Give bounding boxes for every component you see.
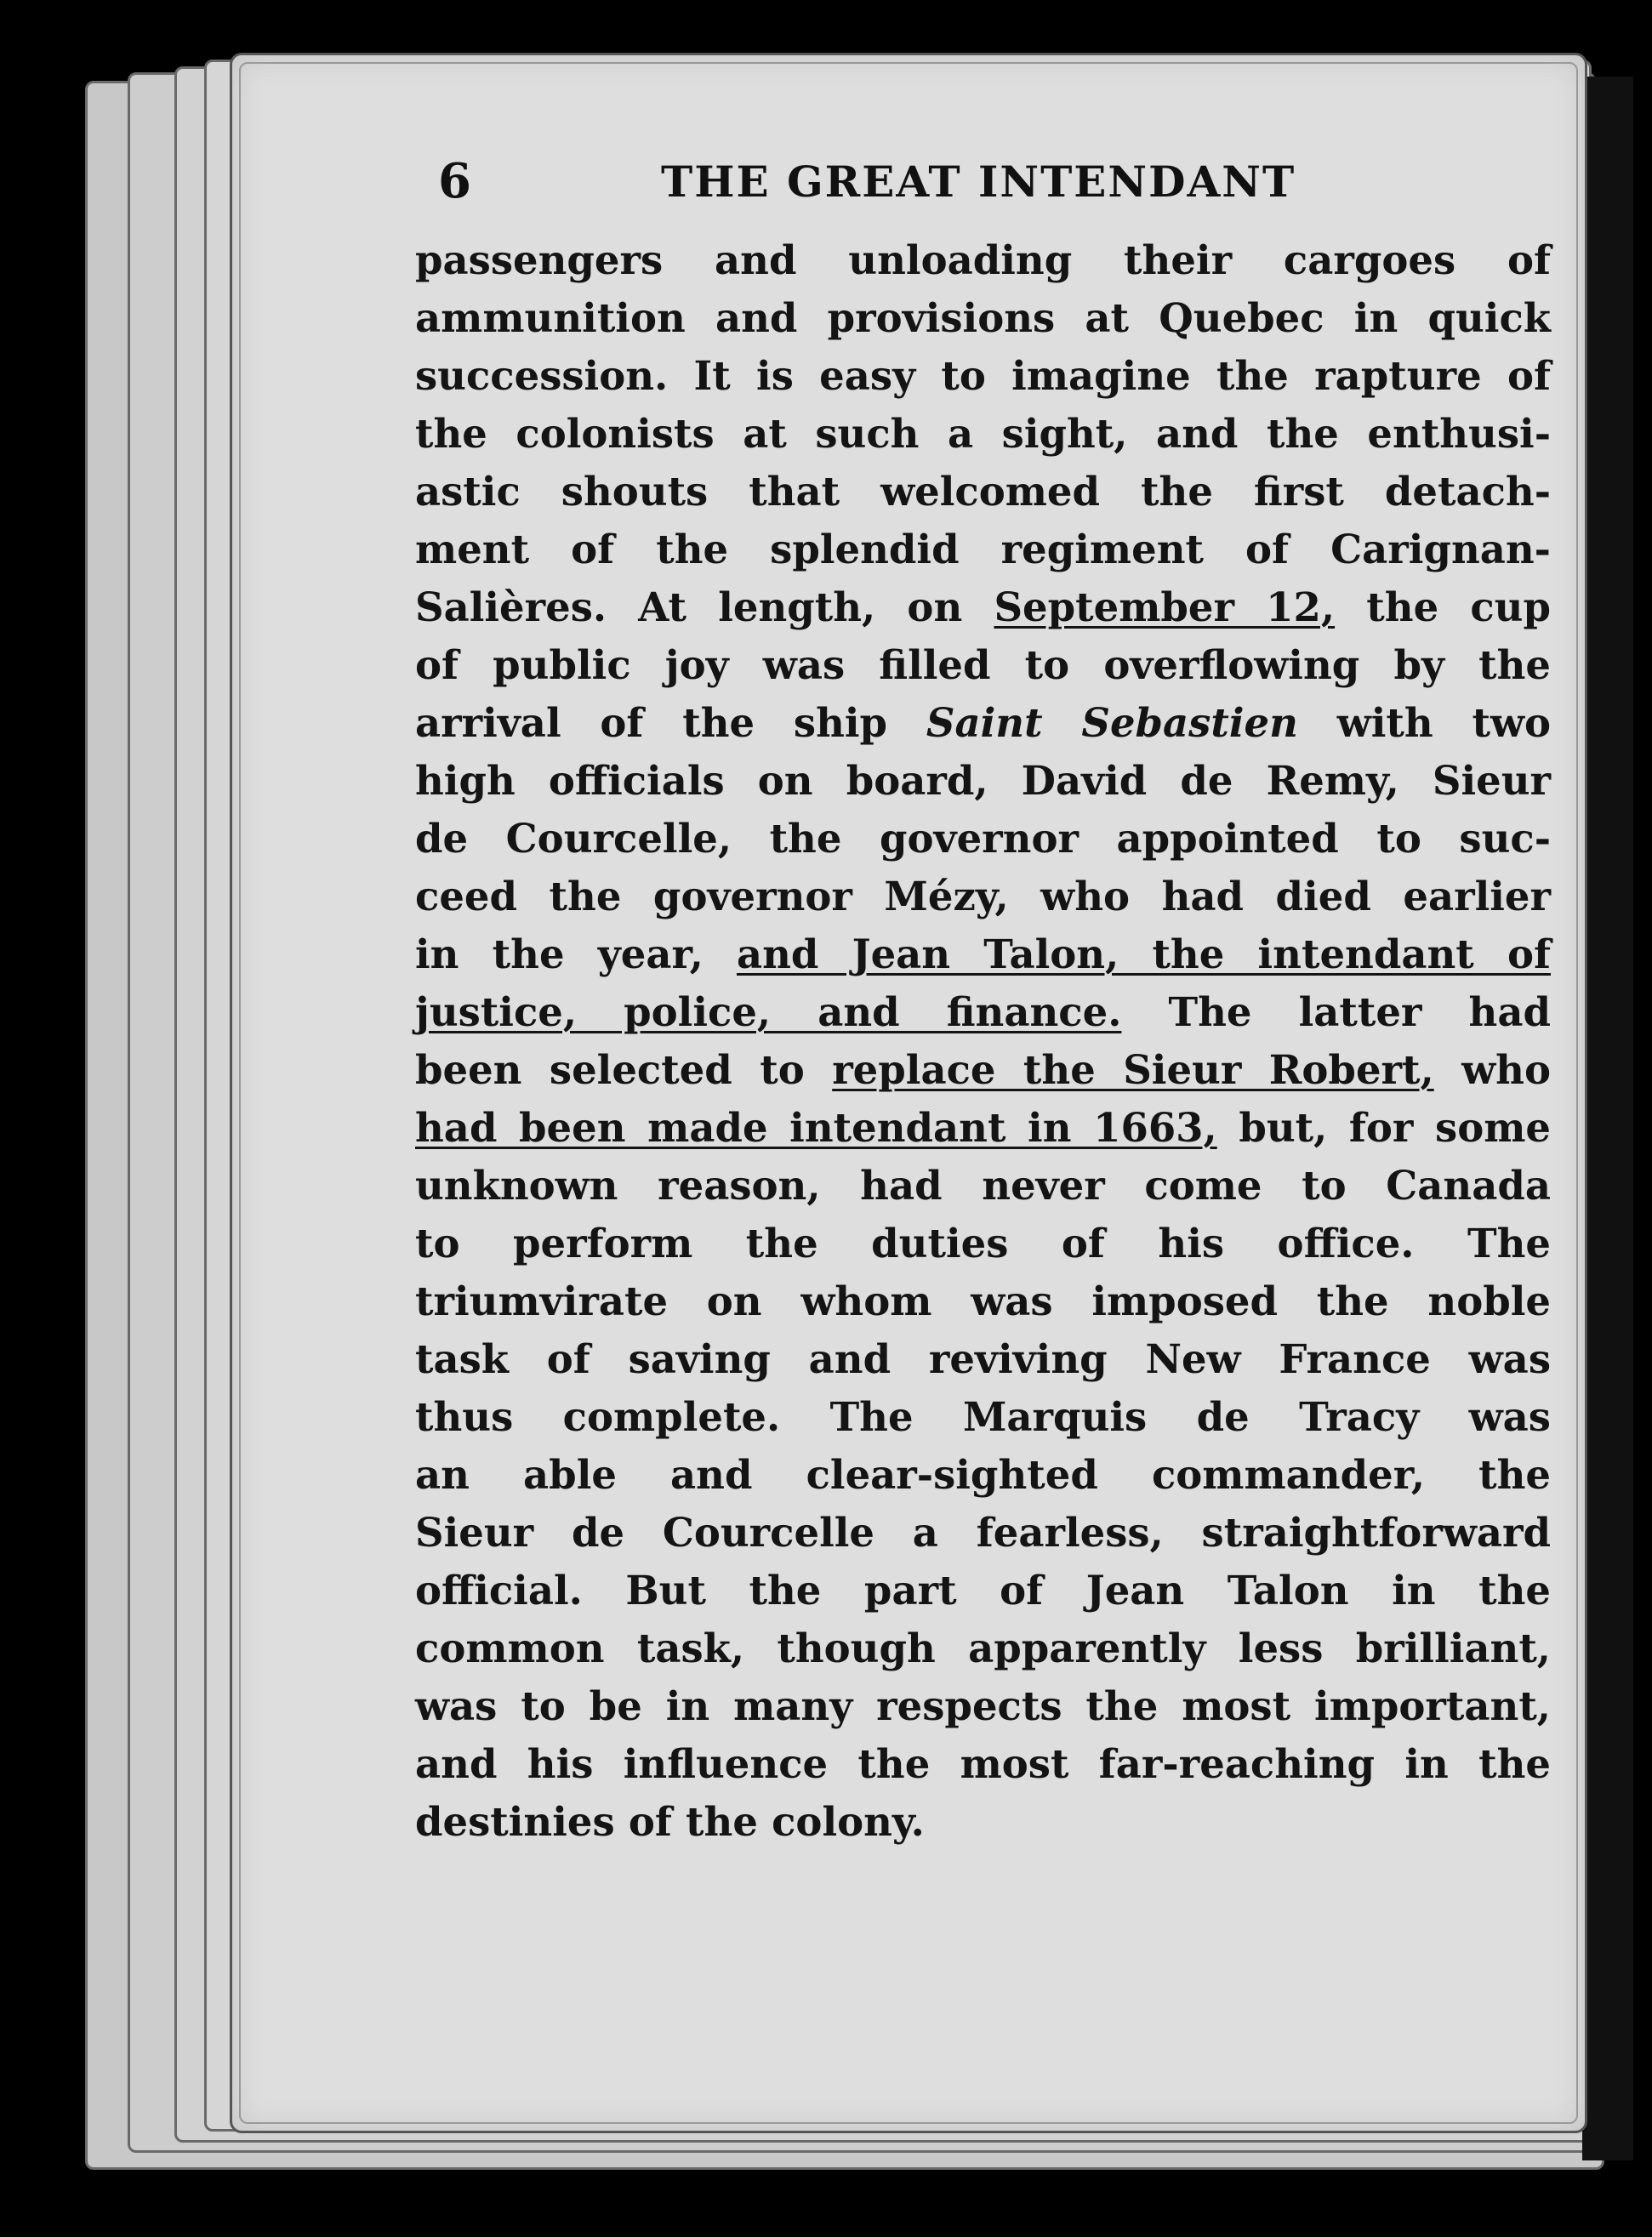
text-line (415, 1388, 1551, 1446)
text-run: common task, though apparently less brilliant, (415, 1625, 1551, 1671)
text-run: been selected to (415, 1046, 833, 1093)
text-line (415, 925, 1551, 983)
underlined-text: September 12, (994, 583, 1336, 630)
underlined-text: had been made intendant in 1663, (415, 1104, 1217, 1151)
text-run: an able and clear-sighted commander, the (415, 1451, 1551, 1498)
text-line (415, 810, 1551, 868)
text-run: astic shouts that welcomed the first detach- (415, 468, 1551, 515)
text-line (415, 1215, 1551, 1272)
text-run: de Courcelle, the governor appointed to suc- (415, 815, 1551, 862)
text-run: of public joy was filled to overflowing by the (415, 641, 1551, 688)
text-run: in the year, (415, 931, 737, 977)
page-number: 6 (438, 153, 471, 209)
text-run: destinies of the colony. (415, 1798, 925, 1845)
text-run: thus complete. The Marquis de Tracy was (415, 1393, 1551, 1440)
text-line (415, 1735, 1551, 1793)
text-run: The latter had (1121, 988, 1551, 1035)
text-run: unknown reason, had never come to Canada (415, 1162, 1551, 1209)
text-run: official. But the part of Jean Talon in the (415, 1567, 1551, 1614)
text-line (415, 578, 1551, 636)
text-line (415, 289, 1551, 347)
text-line (415, 983, 1551, 1041)
text-run: succession. It is easy to imagine the rapture of (415, 352, 1551, 399)
text-line (415, 636, 1551, 694)
underlined-text: and Jean Talon, the intendant of (736, 931, 1551, 977)
text-line (415, 1446, 1551, 1504)
underlined-text: replace the Sieur Robert, (832, 1046, 1434, 1093)
text-line (415, 463, 1551, 521)
text-line (415, 1504, 1551, 1562)
text-line (415, 694, 1551, 752)
text-line (415, 1619, 1551, 1677)
text-run: ment of the splendid regiment of Carignan- (415, 526, 1551, 572)
text-run: and his influence the most far-reaching in the (415, 1740, 1551, 1787)
text-line (415, 1793, 1551, 1851)
text-run: ceed the governor Mézy, who had died earlier (415, 873, 1551, 919)
text-line (415, 868, 1551, 925)
text-line (415, 1677, 1551, 1735)
text-line (415, 1272, 1551, 1330)
underlined-text: justice, police, and finance. (415, 988, 1122, 1035)
text-line (415, 405, 1551, 463)
text-run: triumvirate on whom was imposed the noble (415, 1278, 1551, 1324)
page-header (438, 153, 1340, 213)
text-run: task of saving and reviving New France was (415, 1335, 1551, 1382)
text-line (415, 347, 1551, 405)
text-line (415, 521, 1551, 578)
body-text (415, 231, 1551, 1851)
text-run: was to be in many respects the most important, (415, 1682, 1551, 1729)
book-spine-shadow (1582, 77, 1633, 2160)
text-line (415, 1157, 1551, 1215)
text-run: the cup (1335, 583, 1551, 630)
text-run: high officials on board, David de Remy, Sieur (415, 757, 1551, 804)
text-run: the colonists at such a sight, and the enthusi- (415, 410, 1551, 457)
running-head: THE GREAT INTENDANT (661, 157, 1296, 207)
text-run: with two (1297, 699, 1552, 746)
text-line (415, 231, 1551, 289)
text-line (415, 1041, 1551, 1099)
text-line (415, 1099, 1551, 1157)
text-run: who (1433, 1046, 1551, 1093)
text-line (415, 752, 1551, 810)
italic-text: Saint Sebastien (926, 699, 1298, 746)
text-line (415, 1562, 1551, 1619)
text-run: passengers and unloading their cargoes of (415, 236, 1551, 283)
text-run: Sieur de Courcelle a fearless, straightforward (415, 1509, 1551, 1556)
text-line (415, 1330, 1551, 1388)
text-run: Salières. At length, on (415, 583, 994, 630)
text-run: arrival of the ship (415, 699, 926, 746)
text-run: but, for some (1216, 1104, 1551, 1151)
text-run: ammunition and provisions at Quebec in quick (415, 294, 1551, 341)
text-run: to perform the duties of his office. The (415, 1220, 1551, 1266)
